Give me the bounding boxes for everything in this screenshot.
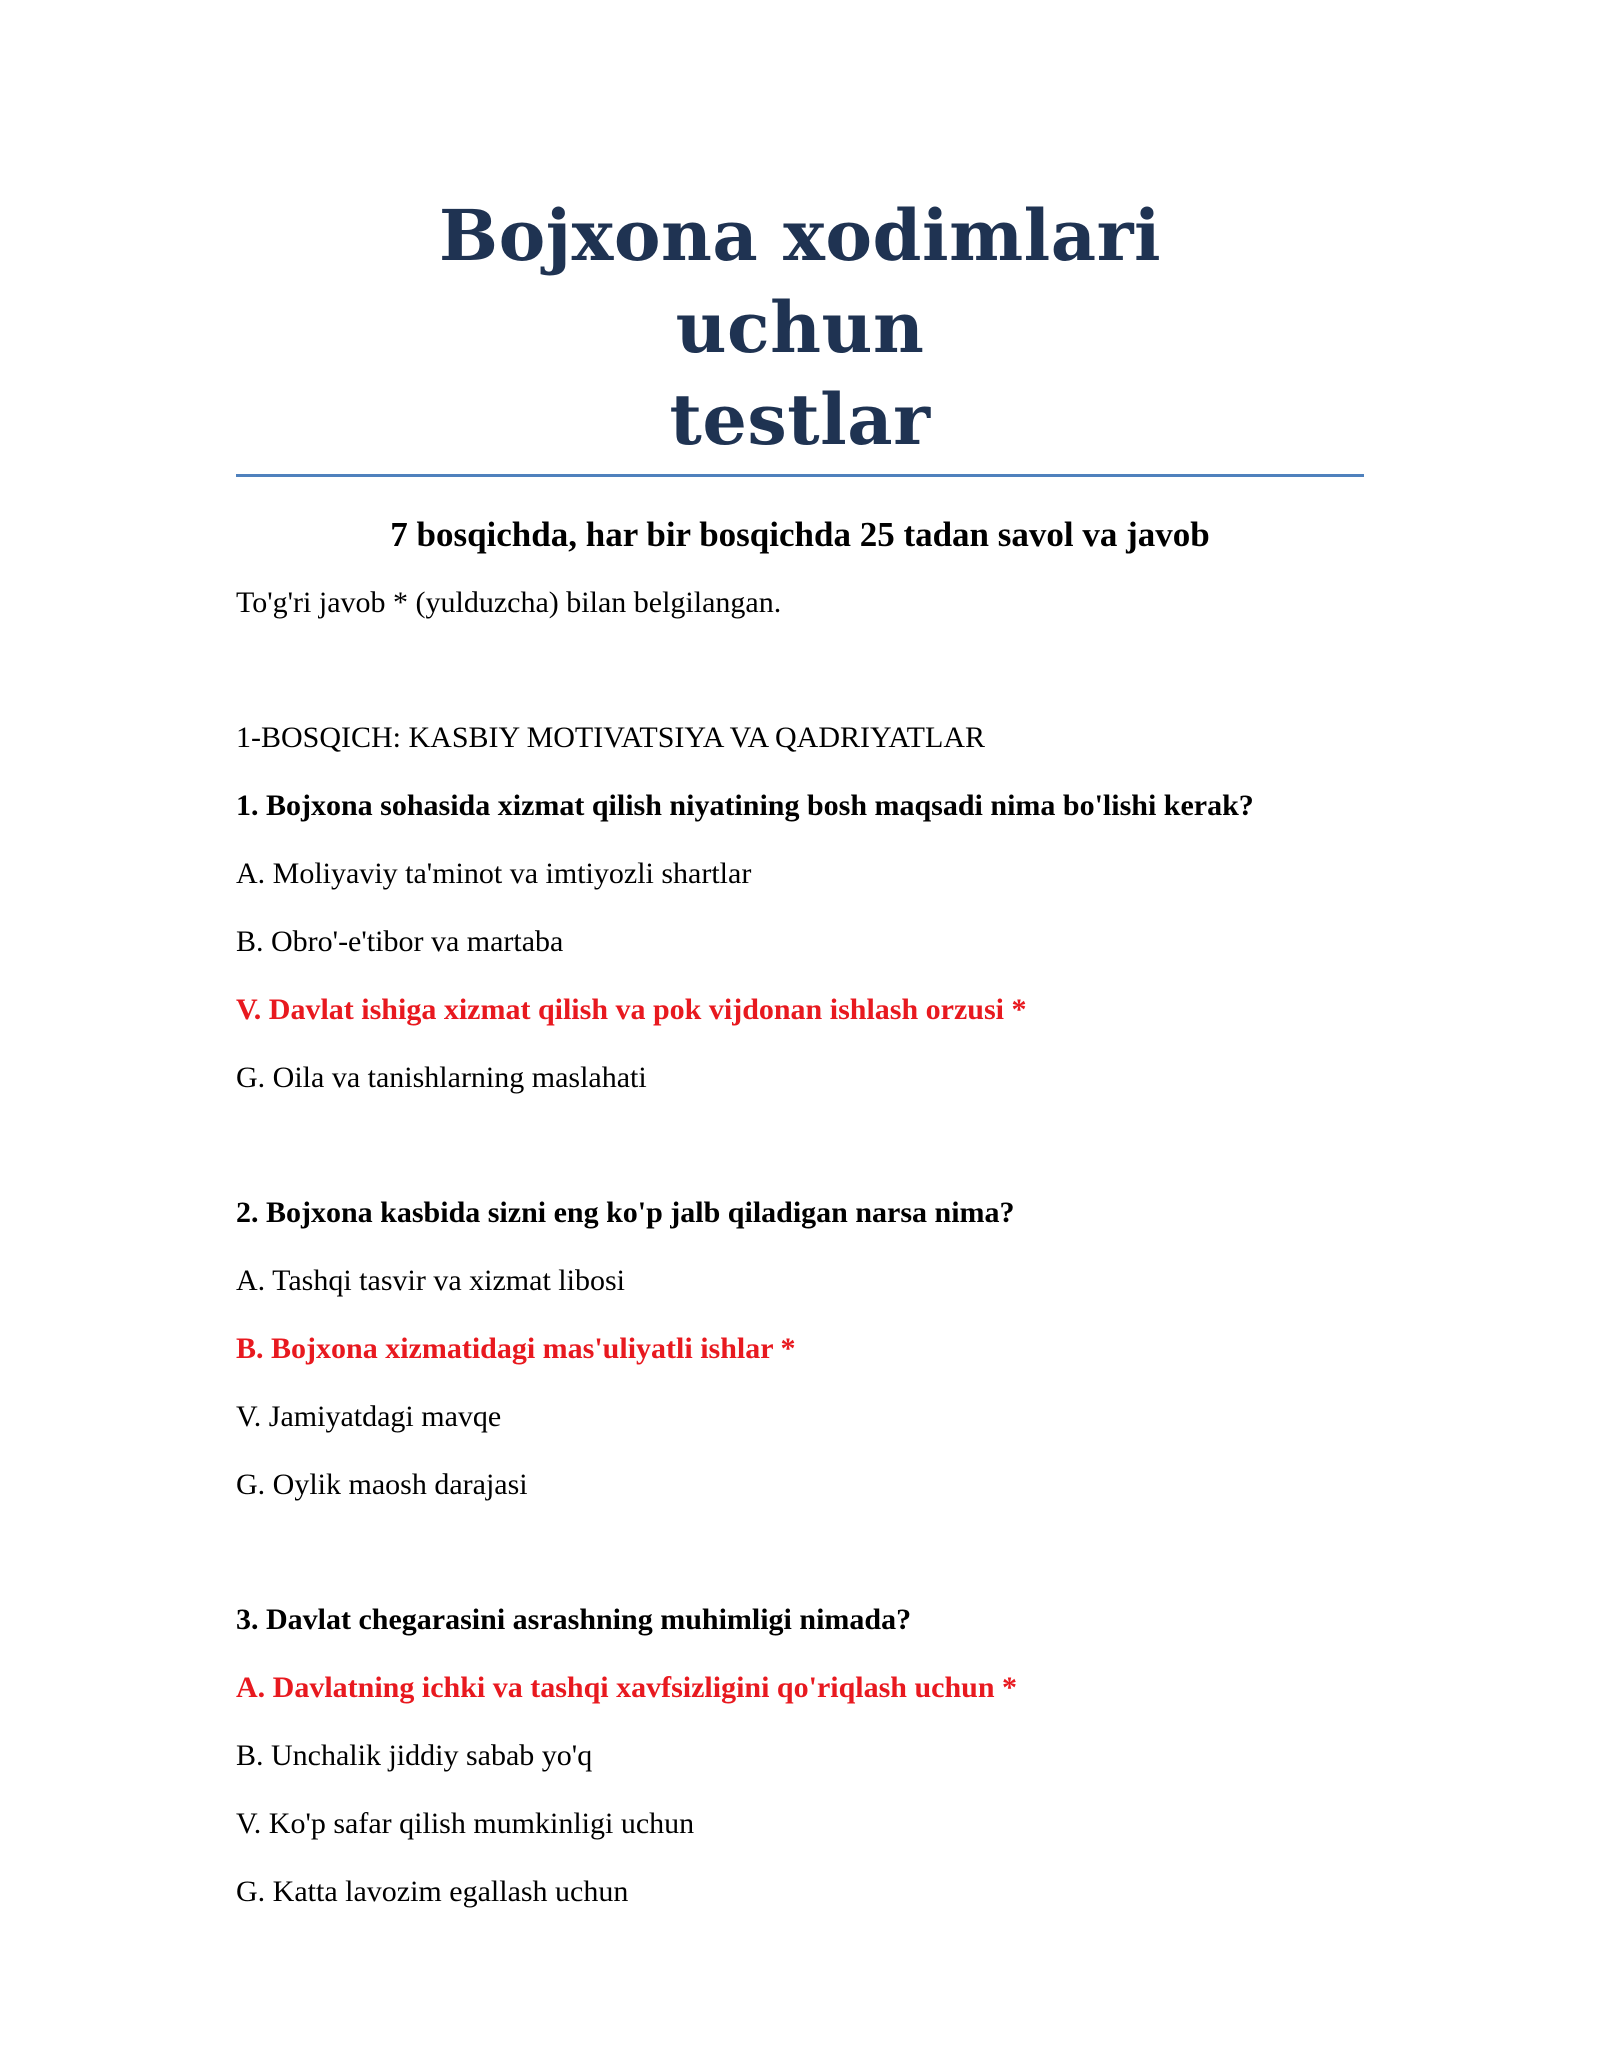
correct-answer-option: B. Bojxona xizmatidagi mas'uliyatli ishlar *: [236, 1332, 796, 1365]
title-line-2: testlar: [669, 378, 931, 461]
title-line-1: Bojxona xodimlari uchun: [438, 194, 1162, 369]
page-title: [310, 190, 1290, 466]
answer-option: A. Moliyaviy ta'minot va imtiyozli shartlar: [236, 857, 752, 890]
answer-option: G. Katta lavozim egallash uchun: [236, 1875, 629, 1908]
answer-option: B. Unchalik jiddiy sabab yo'q: [236, 1739, 593, 1772]
answer-option: G. Oylik maosh darajasi: [236, 1468, 528, 1501]
question-text: 3. Davlat chegarasini asrashning muhimligi nimada?: [236, 1603, 912, 1636]
answer-key-note: To'g'ri javob * (yulduzcha) bilan belgilangan.: [236, 586, 782, 619]
answer-option: V. Jamiyatdagi mavqe: [236, 1400, 502, 1433]
stage-heading: 1-BOSQICH: KASBIY MOTIVATSIYA VA QADRIYATLAR: [236, 721, 985, 754]
question-text: 2. Bojxona kasbida sizni eng ko'p jalb qiladigan narsa nima?: [236, 1196, 1015, 1229]
answer-option: A. Tashqi tasvir va xizmat libosi: [236, 1264, 625, 1297]
title-divider: [236, 474, 1364, 477]
page-subtitle: 7 bosqichda, har bir bosqichda 25 tadan savol va javob: [390, 515, 1210, 554]
correct-answer-option: A. Davlatning ichki va tashqi xavfsizligini qo'riqlash uchun *: [236, 1671, 1018, 1704]
question-block: [236, 1193, 1364, 1505]
question-block: [236, 786, 1364, 1098]
question-block: [236, 1600, 1364, 1912]
question-text: 1. Bojxona sohasida xizmat qilish niyatining bosh maqsadi nima bo'lishi kerak?: [236, 789, 1254, 822]
answer-option: G. Oila va tanishlarning maslahati: [236, 1061, 647, 1094]
page-content: [236, 190, 1364, 1912]
answer-option: V. Ko'p safar qilish mumkinligi uchun: [236, 1807, 695, 1840]
answer-option: B. Obro'-e'tibor va martaba: [236, 925, 564, 958]
correct-answer-option: V. Davlat ishiga xizmat qilish va pok vijdonan ishlash orzusi *: [236, 993, 1027, 1026]
